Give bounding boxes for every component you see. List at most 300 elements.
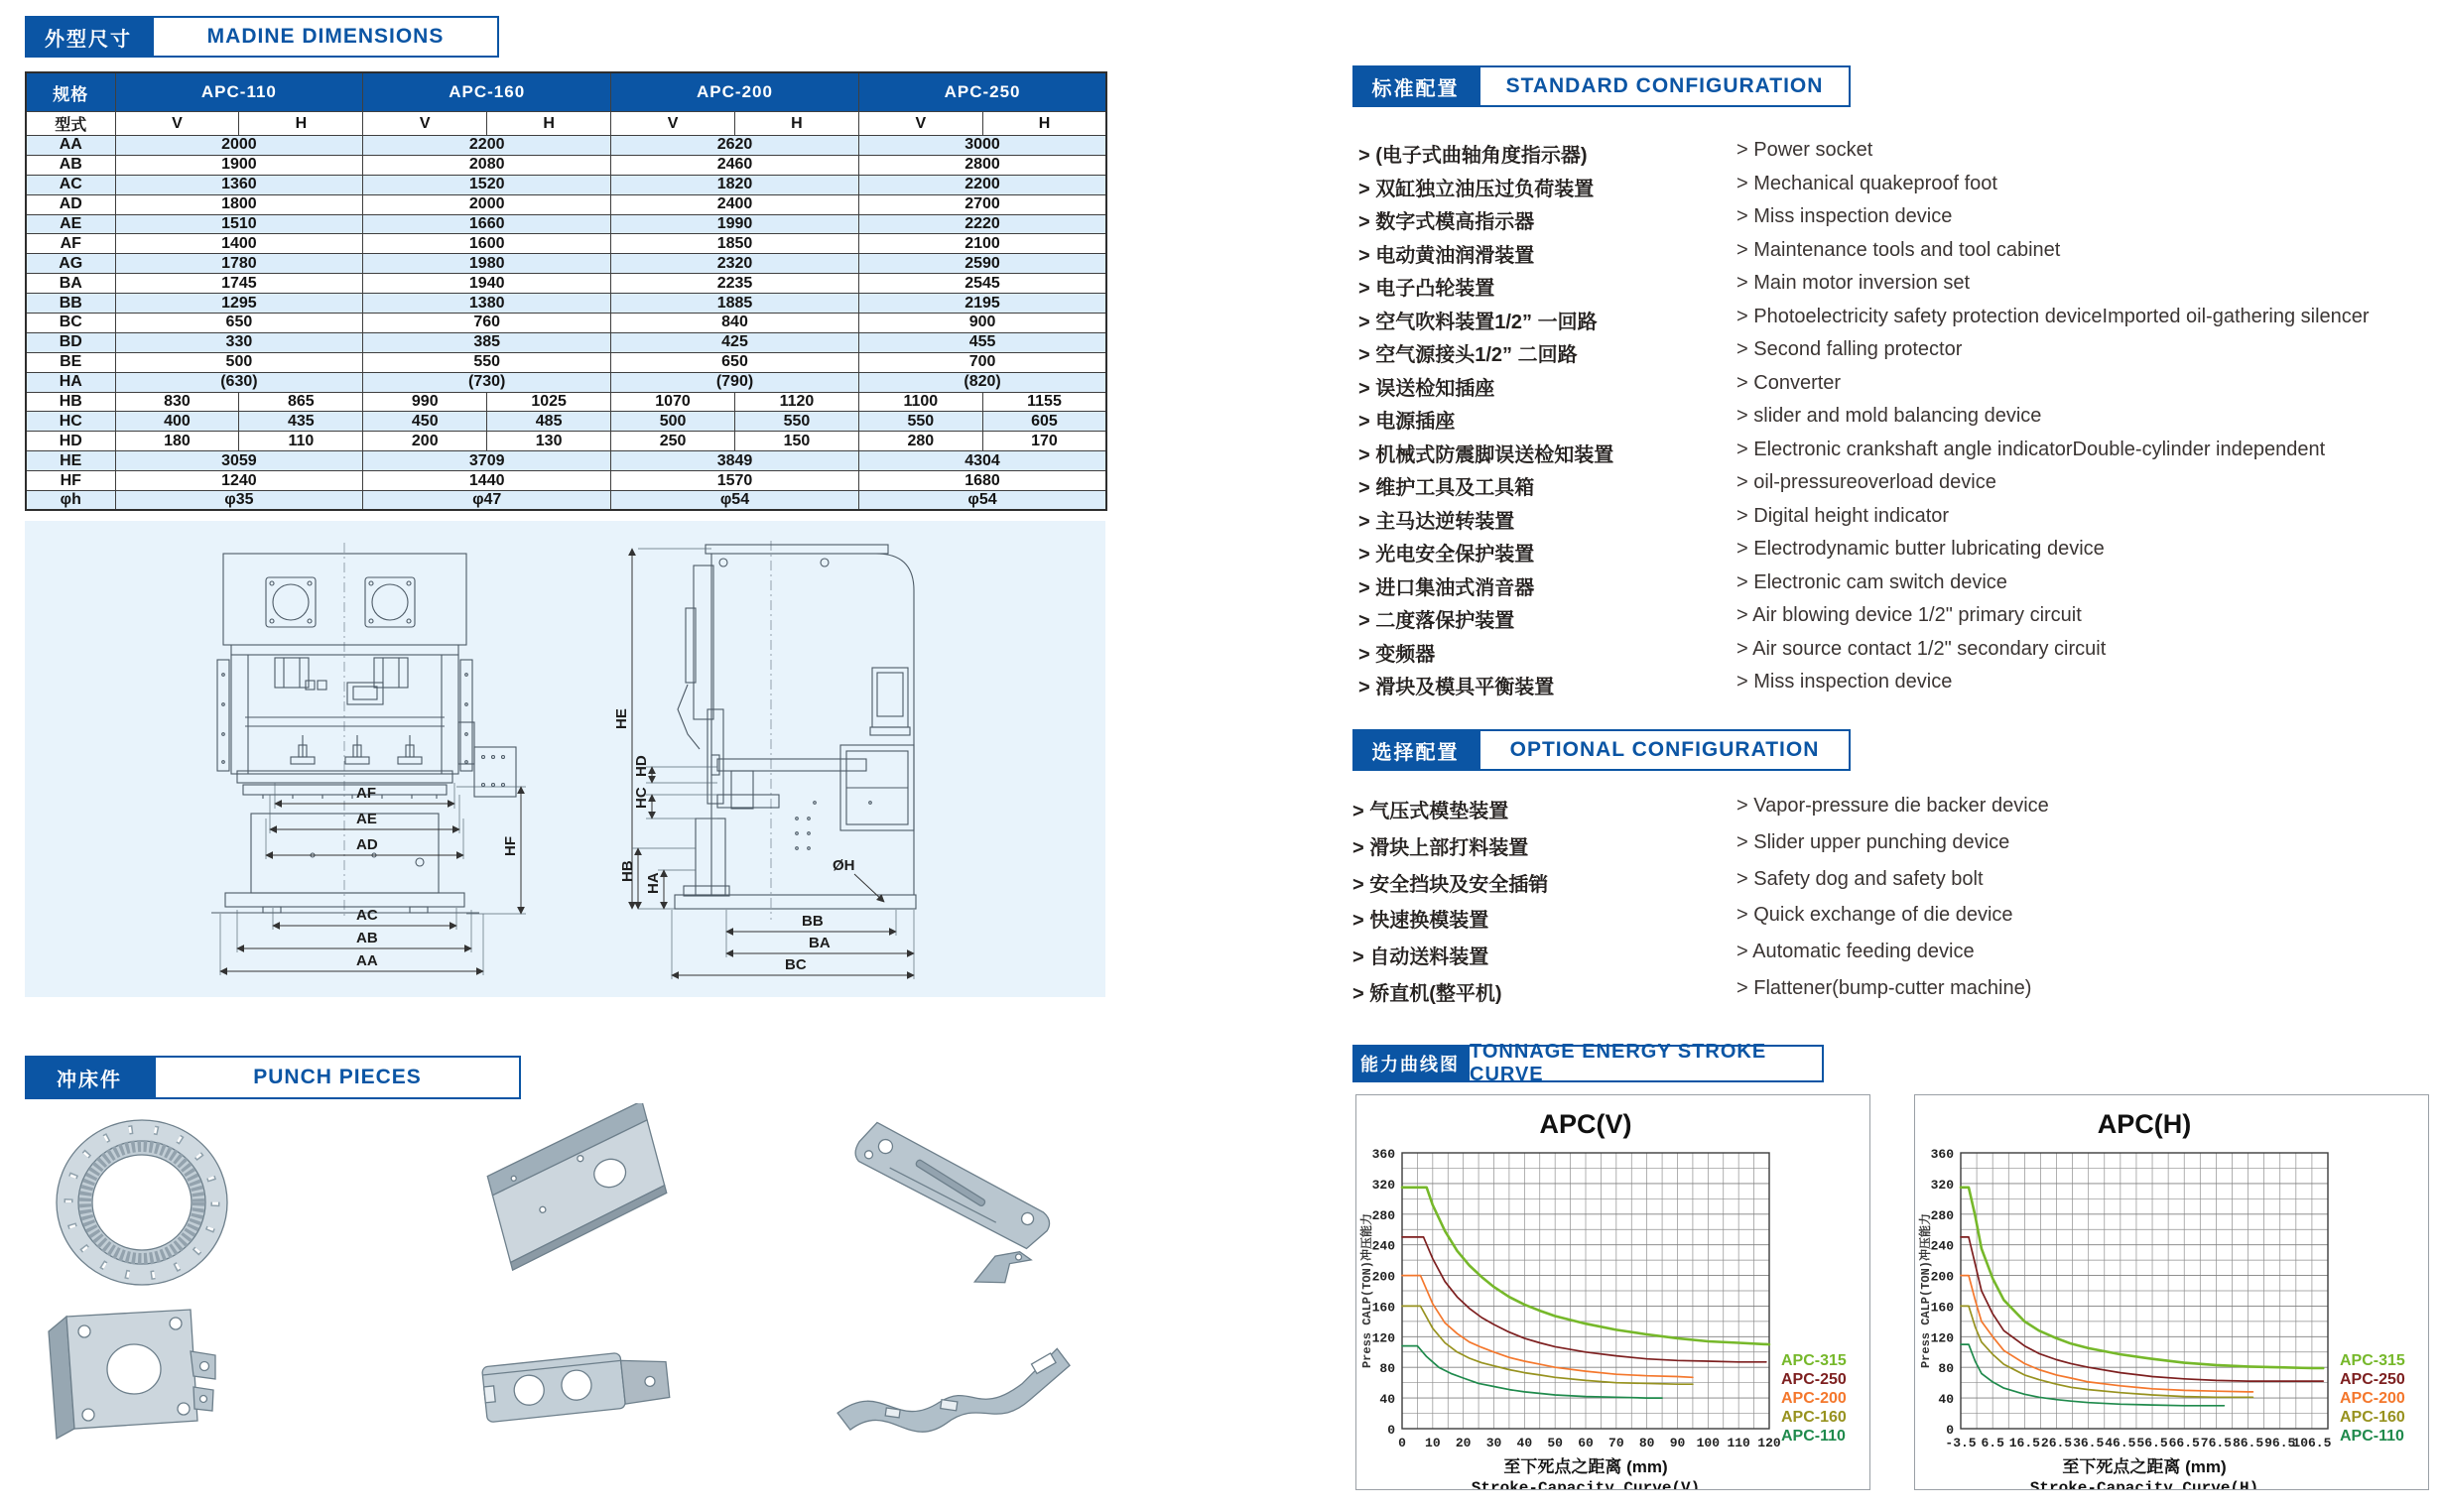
value-cell: 1745 bbox=[115, 274, 363, 294]
value-cell: 200 bbox=[363, 432, 487, 451]
config-item-cn: > 矫直机(整平机) bbox=[1352, 977, 1502, 1006]
value-cell: 990 bbox=[363, 392, 487, 412]
table-row bbox=[26, 471, 1106, 491]
svg-text:240: 240 bbox=[1371, 1238, 1395, 1254]
value-cell: 1800 bbox=[115, 194, 363, 214]
legend-APC-160: APC-160 bbox=[1781, 1409, 1847, 1426]
svg-text:0: 0 bbox=[1387, 1423, 1395, 1438]
x-axis-label-en: Stroke-Capacity Curve(H) bbox=[2029, 1479, 2259, 1489]
svg-text:20: 20 bbox=[1455, 1436, 1472, 1450]
model-header-cell: APC-160 bbox=[363, 72, 611, 112]
config-item-en: > Converter bbox=[1736, 372, 1841, 395]
value-cell: 2700 bbox=[858, 194, 1106, 214]
value-cell: (630) bbox=[115, 372, 363, 392]
press-drawings-svg bbox=[25, 521, 1105, 997]
optional-config-header bbox=[1352, 729, 1851, 771]
value-cell: φ35 bbox=[115, 491, 363, 511]
value-cell: 2320 bbox=[611, 254, 859, 274]
value-cell: 1850 bbox=[611, 234, 859, 254]
standard-config-list bbox=[1358, 139, 2442, 709]
svg-text:26.5: 26.5 bbox=[2040, 1436, 2073, 1450]
legend-APC-315: APC-315 bbox=[1781, 1352, 1847, 1369]
value-cell: φ54 bbox=[858, 491, 1106, 511]
legend-APC-160: APC-160 bbox=[2340, 1409, 2405, 1426]
config-item bbox=[1358, 139, 2442, 173]
value-cell: 485 bbox=[487, 412, 611, 432]
value-cell: 2100 bbox=[858, 234, 1106, 254]
x-axis-label-en: Stroke-Capacity Curve(V) bbox=[1471, 1479, 1701, 1489]
config-item-cn: > 机械式防震脚误送检知装置 bbox=[1358, 439, 1613, 467]
config-item bbox=[1358, 205, 2442, 239]
svg-text:120: 120 bbox=[1371, 1330, 1395, 1346]
value-cell: 550 bbox=[858, 412, 982, 432]
type-header-cell: 型式 bbox=[26, 112, 115, 136]
value-cell: 1025 bbox=[487, 392, 611, 412]
config-item-en: > Miss inspection device bbox=[1736, 205, 1952, 228]
tonnage-chart-h-panel bbox=[1914, 1094, 2429, 1490]
value-cell: 280 bbox=[858, 432, 982, 451]
front-view-drawing bbox=[211, 543, 526, 975]
value-cell: φ47 bbox=[363, 491, 611, 511]
config-item-cn: > 数字式模高指示器 bbox=[1358, 205, 1534, 234]
config-item-cn: > 二度落保护装置 bbox=[1358, 604, 1514, 633]
config-item-cn: > 安全挡块及安全插销 bbox=[1352, 868, 1548, 897]
config-item-cn: > (电子式曲轴角度指示器) bbox=[1358, 139, 1588, 168]
config-item-en: > Mechanical quakeproof foot bbox=[1736, 173, 1997, 195]
standard-config-header bbox=[1352, 65, 1851, 107]
config-item-en: > Vapor-pressure die backer device bbox=[1736, 795, 2049, 818]
value-cell: 840 bbox=[611, 314, 859, 333]
config-item-en: > Digital height indicator bbox=[1736, 505, 1949, 528]
svg-text:36.5: 36.5 bbox=[2073, 1436, 2105, 1450]
config-item bbox=[1358, 272, 2442, 306]
svg-text:110: 110 bbox=[1727, 1436, 1750, 1450]
row-label-cell: φh bbox=[26, 491, 115, 511]
value-cell: 500 bbox=[611, 412, 735, 432]
standard-config-title: STANDARD CONFIGURATION bbox=[1478, 65, 1851, 107]
tonnage-chart-v-panel bbox=[1355, 1094, 1870, 1490]
table-row bbox=[26, 372, 1106, 392]
vh-header-cell: H bbox=[734, 112, 858, 136]
dim-label-ha: HA bbox=[645, 872, 662, 894]
punch-tab-cn: 冲床件 bbox=[25, 1056, 154, 1099]
value-cell: 1070 bbox=[611, 392, 735, 412]
value-cell: 180 bbox=[115, 432, 239, 451]
dim-label-af: AF bbox=[356, 785, 376, 802]
table-row bbox=[26, 451, 1106, 471]
value-cell: 130 bbox=[487, 432, 611, 451]
config-item bbox=[1358, 338, 2442, 372]
value-cell: 1520 bbox=[363, 175, 611, 194]
svg-text:90: 90 bbox=[1669, 1436, 1686, 1450]
vh-header-cell: H bbox=[982, 112, 1106, 136]
curve-tab-cn: 能力曲线图 bbox=[1352, 1045, 1468, 1082]
config-item bbox=[1358, 405, 2442, 439]
table-row bbox=[26, 234, 1106, 254]
punch-section-header bbox=[25, 1056, 521, 1099]
tonnage-chart-h bbox=[1915, 1095, 2428, 1489]
dimensions-section-header bbox=[25, 16, 499, 58]
dim-label-hc: HC bbox=[633, 787, 650, 809]
row-label-cell: AD bbox=[26, 194, 115, 214]
punch-piece-flat-bracket bbox=[482, 1348, 671, 1423]
table-row bbox=[26, 136, 1106, 156]
dimensions-table bbox=[25, 71, 1107, 511]
svg-text:56.5: 56.5 bbox=[2136, 1436, 2168, 1450]
svg-text:120: 120 bbox=[1930, 1330, 1954, 1346]
svg-text:60: 60 bbox=[1578, 1436, 1594, 1450]
value-cell: 1155 bbox=[982, 392, 1106, 412]
value-cell: 1600 bbox=[363, 234, 611, 254]
legend-APC-110: APC-110 bbox=[1781, 1428, 1846, 1445]
config-item-cn: > 快速换模装置 bbox=[1352, 904, 1488, 933]
svg-text:80: 80 bbox=[1638, 1436, 1655, 1450]
value-cell: 1900 bbox=[115, 155, 363, 175]
value-cell: 1100 bbox=[858, 392, 982, 412]
y-axis-label: Press CALP(TON)冲压能力 bbox=[1919, 1212, 1933, 1369]
config-item bbox=[1358, 372, 2442, 406]
config-item bbox=[1358, 538, 2442, 571]
svg-text:240: 240 bbox=[1930, 1238, 1954, 1254]
table-row bbox=[26, 294, 1106, 314]
curve-APC-250 bbox=[1402, 1237, 1766, 1362]
value-cell: 450 bbox=[363, 412, 487, 432]
row-label-cell: HE bbox=[26, 451, 115, 471]
config-item bbox=[1358, 505, 2442, 539]
value-cell: φ54 bbox=[611, 491, 859, 511]
svg-text:70: 70 bbox=[1608, 1436, 1624, 1450]
vh-header-cell: H bbox=[487, 112, 611, 136]
model-header-cell: APC-250 bbox=[858, 72, 1106, 112]
value-cell: 900 bbox=[858, 314, 1106, 333]
value-cell: 760 bbox=[363, 314, 611, 333]
config-item-en: > Quick exchange of die device bbox=[1736, 904, 2013, 927]
chart-title: APC(H) bbox=[2097, 1109, 2192, 1139]
value-cell: 2000 bbox=[363, 194, 611, 214]
legend-APC-250: APC-250 bbox=[2340, 1371, 2405, 1388]
value-cell: 1780 bbox=[115, 254, 363, 274]
value-cell: 2620 bbox=[611, 136, 859, 156]
dim-label-bb: BB bbox=[802, 913, 824, 930]
value-cell: 1660 bbox=[363, 214, 611, 234]
optional-config-tab-cn: 选择配置 bbox=[1352, 729, 1478, 771]
value-cell: 4304 bbox=[858, 451, 1106, 471]
value-cell: 2235 bbox=[611, 274, 859, 294]
config-item-en: > slider and mold balancing device bbox=[1736, 405, 2041, 428]
value-cell: 1570 bbox=[611, 471, 859, 491]
row-label-cell: BD bbox=[26, 332, 115, 352]
dim-label-hd: HD bbox=[633, 755, 650, 777]
table-row bbox=[26, 314, 1106, 333]
svg-text:280: 280 bbox=[1371, 1207, 1395, 1223]
row-label-cell: BE bbox=[26, 352, 115, 372]
vh-header-cell: V bbox=[858, 112, 982, 136]
config-item-en: > Maintenance tools and tool cabinet bbox=[1736, 239, 2060, 262]
config-item-cn: > 空气吹料装置1/2” 一回路 bbox=[1358, 306, 1598, 334]
config-item-cn: > 主马达逆转装置 bbox=[1358, 505, 1514, 534]
config-item-cn: > 光电安全保护装置 bbox=[1358, 538, 1534, 567]
config-item bbox=[1352, 941, 2439, 977]
table-row bbox=[26, 254, 1106, 274]
config-item bbox=[1358, 439, 2442, 472]
svg-text:40: 40 bbox=[1938, 1392, 1954, 1408]
value-cell: 170 bbox=[982, 432, 1106, 451]
svg-text:80: 80 bbox=[1379, 1361, 1395, 1377]
svg-text:200: 200 bbox=[1371, 1269, 1395, 1285]
table-row bbox=[26, 155, 1106, 175]
value-cell: 500 bbox=[115, 352, 363, 372]
value-cell: 2800 bbox=[858, 155, 1106, 175]
config-item bbox=[1352, 831, 2439, 868]
svg-text:120: 120 bbox=[1757, 1436, 1781, 1450]
svg-text:76.5: 76.5 bbox=[2200, 1436, 2233, 1450]
config-item bbox=[1352, 868, 2439, 905]
curve-title: TONNAGE ENERGY STROKE CURVE bbox=[1468, 1045, 1824, 1082]
row-label-cell: HC bbox=[26, 412, 115, 432]
row-label-cell: BC bbox=[26, 314, 115, 333]
curve-APC-250 bbox=[1961, 1237, 2323, 1381]
table-row bbox=[26, 175, 1106, 194]
config-item bbox=[1352, 904, 2439, 941]
svg-text:160: 160 bbox=[1371, 1300, 1395, 1316]
value-cell: 650 bbox=[611, 352, 859, 372]
value-cell: 1380 bbox=[363, 294, 611, 314]
punch-pieces-gallery bbox=[25, 1103, 1105, 1490]
value-cell: 2200 bbox=[858, 175, 1106, 194]
config-item-en: > Power socket bbox=[1736, 139, 1872, 162]
config-item bbox=[1358, 471, 2442, 505]
value-cell: 2080 bbox=[363, 155, 611, 175]
punch-piece-plate bbox=[49, 1310, 215, 1439]
value-cell: 1980 bbox=[363, 254, 611, 274]
value-cell: 250 bbox=[611, 432, 735, 451]
value-cell: 1120 bbox=[734, 392, 858, 412]
value-cell: 1510 bbox=[115, 214, 363, 234]
svg-text:6.5: 6.5 bbox=[1981, 1436, 2004, 1450]
config-item-en: > Miss inspection device bbox=[1736, 671, 1952, 693]
value-cell: 385 bbox=[363, 332, 611, 352]
config-item-en: > oil-pressureoverload device bbox=[1736, 471, 1996, 494]
value-cell: 1820 bbox=[611, 175, 859, 194]
row-label-cell: BB bbox=[26, 294, 115, 314]
svg-text:160: 160 bbox=[1930, 1300, 1954, 1316]
svg-text:40: 40 bbox=[1379, 1392, 1395, 1408]
value-cell: 2000 bbox=[115, 136, 363, 156]
punch-piece-gear-ring bbox=[57, 1120, 227, 1285]
config-item bbox=[1358, 604, 2442, 638]
standard-config-tab-cn: 标准配置 bbox=[1352, 65, 1478, 107]
value-cell: 3059 bbox=[115, 451, 363, 471]
dim-label-he: HE bbox=[613, 708, 630, 729]
x-axis-label-cn: 至下死点之距离 (mm) bbox=[2062, 1457, 2227, 1476]
svg-text:30: 30 bbox=[1485, 1436, 1502, 1450]
value-cell: (820) bbox=[858, 372, 1106, 392]
svg-text:50: 50 bbox=[1547, 1436, 1563, 1450]
svg-text:66.5: 66.5 bbox=[2168, 1436, 2200, 1450]
config-item-en: > Safety dog and safety bolt bbox=[1736, 868, 1984, 891]
dim-label-ac: AC bbox=[356, 907, 378, 924]
model-header-cell: APC-110 bbox=[115, 72, 363, 112]
value-cell: 650 bbox=[115, 314, 363, 333]
curve-APC-110 bbox=[1402, 1346, 1662, 1399]
svg-text:360: 360 bbox=[1930, 1147, 1954, 1162]
legend-APC-200: APC-200 bbox=[2340, 1390, 2405, 1407]
row-label-cell: AA bbox=[26, 136, 115, 156]
value-cell: 830 bbox=[115, 392, 239, 412]
table-row bbox=[26, 332, 1106, 352]
dim-label-ab: AB bbox=[356, 930, 378, 946]
row-label-cell: HF bbox=[26, 471, 115, 491]
config-item-en: > Second falling protector bbox=[1736, 338, 1962, 361]
dim-label-ad: AD bbox=[356, 836, 378, 853]
value-cell: 1990 bbox=[611, 214, 859, 234]
value-cell: 550 bbox=[363, 352, 611, 372]
legend-APC-315: APC-315 bbox=[2340, 1352, 2405, 1369]
table-row bbox=[26, 432, 1106, 451]
row-label-cell: AF bbox=[26, 234, 115, 254]
model-header-cell: APC-200 bbox=[611, 72, 859, 112]
dim-label-ba: BA bbox=[809, 935, 831, 951]
svg-text:46.5: 46.5 bbox=[2105, 1436, 2136, 1450]
row-label-cell: AG bbox=[26, 254, 115, 274]
legend-APC-250: APC-250 bbox=[1781, 1371, 1847, 1388]
value-cell: 550 bbox=[734, 412, 858, 432]
config-item bbox=[1358, 173, 2442, 206]
table-row bbox=[26, 491, 1106, 511]
x-axis-label-cn: 至下死点之距离 (mm) bbox=[1503, 1457, 1668, 1476]
config-item-en: > Slider upper punching device bbox=[1736, 831, 2009, 854]
value-cell: 1885 bbox=[611, 294, 859, 314]
table-row bbox=[26, 392, 1106, 412]
dim-label-hf: HF bbox=[502, 836, 519, 856]
config-item-cn: > 滑块上部打料装置 bbox=[1352, 831, 1528, 860]
config-item-en: > Flattener(bump-cutter machine) bbox=[1736, 977, 2031, 1000]
row-label-cell: AB bbox=[26, 155, 115, 175]
row-label-cell: HA bbox=[26, 372, 115, 392]
value-cell: 2400 bbox=[611, 194, 859, 214]
vh-header-cell: V bbox=[363, 112, 487, 136]
svg-text:80: 80 bbox=[1938, 1361, 1954, 1377]
dim-label-aa: AA bbox=[356, 952, 378, 969]
config-item-cn: > 电动黄油润滑装置 bbox=[1358, 239, 1534, 268]
config-item-en: > Electronic crankshaft angle indicatorDouble-cylinder independent bbox=[1736, 439, 2325, 461]
chart-title: APC(V) bbox=[1539, 1109, 1632, 1139]
config-item bbox=[1352, 977, 2439, 1014]
config-item-cn: > 滑块及模具平衡装置 bbox=[1358, 671, 1554, 699]
tonnage-chart-v bbox=[1356, 1095, 1869, 1489]
value-cell: 2545 bbox=[858, 274, 1106, 294]
value-cell: 2460 bbox=[611, 155, 859, 175]
config-item-en: > Air blowing device 1/2" primary circuit bbox=[1736, 604, 2082, 627]
spec-header-cell: 规格 bbox=[26, 72, 115, 112]
technical-drawings bbox=[25, 521, 1105, 997]
config-item-cn: > 维护工具及工具箱 bbox=[1358, 471, 1534, 500]
config-item-cn: > 自动送料装置 bbox=[1352, 941, 1488, 969]
svg-text:100: 100 bbox=[1696, 1436, 1721, 1450]
dim-label-hb: HB bbox=[619, 860, 636, 882]
side-view-drawing bbox=[613, 541, 916, 979]
config-item-cn: > 气压式模垫装置 bbox=[1352, 795, 1508, 823]
config-item-cn: > 电子凸轮装置 bbox=[1358, 272, 1494, 301]
value-cell: 455 bbox=[858, 332, 1106, 352]
config-item-cn: > 空气源接头1/2” 二回路 bbox=[1358, 338, 1578, 367]
svg-text:10: 10 bbox=[1425, 1436, 1441, 1450]
dimensions-tab-cn: 外型尺寸 bbox=[25, 16, 152, 58]
config-item-cn: > 进口集油式消音器 bbox=[1358, 571, 1534, 600]
vh-header-cell: V bbox=[115, 112, 239, 136]
value-cell: (730) bbox=[363, 372, 611, 392]
table-row bbox=[26, 194, 1106, 214]
value-cell: 1295 bbox=[115, 294, 363, 314]
value-cell: 3709 bbox=[363, 451, 611, 471]
value-cell: 150 bbox=[734, 432, 858, 451]
row-label-cell: HD bbox=[26, 432, 115, 451]
value-cell: 435 bbox=[239, 412, 363, 432]
value-cell: 330 bbox=[115, 332, 363, 352]
config-item-cn: > 变频器 bbox=[1358, 638, 1435, 667]
value-cell: (790) bbox=[611, 372, 859, 392]
svg-text:16.5: 16.5 bbox=[2008, 1436, 2040, 1450]
dim-label-oh: ØH bbox=[833, 857, 855, 874]
row-label-cell: AC bbox=[26, 175, 115, 194]
curve-APC-200 bbox=[1961, 1276, 2252, 1392]
legend-APC-110: APC-110 bbox=[2340, 1428, 2404, 1445]
value-cell: 1440 bbox=[363, 471, 611, 491]
dim-label-bc: BC bbox=[785, 956, 807, 973]
config-item bbox=[1352, 795, 2439, 831]
svg-text:106.5: 106.5 bbox=[2292, 1436, 2332, 1450]
svg-text:86.5: 86.5 bbox=[2232, 1436, 2264, 1450]
value-cell: 2195 bbox=[858, 294, 1106, 314]
config-item-cn: > 电源插座 bbox=[1358, 405, 1455, 434]
svg-text:96.5: 96.5 bbox=[2264, 1436, 2296, 1450]
value-cell: 1240 bbox=[115, 471, 363, 491]
value-cell: 425 bbox=[611, 332, 859, 352]
config-item bbox=[1358, 571, 2442, 605]
svg-text:320: 320 bbox=[1930, 1177, 1954, 1193]
value-cell: 400 bbox=[115, 412, 239, 432]
punch-piece-strap bbox=[850, 1110, 1055, 1288]
value-cell: 865 bbox=[239, 392, 363, 412]
curve-section-header bbox=[1352, 1041, 1824, 1085]
svg-text:320: 320 bbox=[1371, 1177, 1395, 1193]
config-item-cn: > 双缸独立油压过负荷装置 bbox=[1358, 173, 1594, 201]
table-row bbox=[26, 412, 1106, 432]
config-item-cn: > 误送检知插座 bbox=[1358, 372, 1494, 401]
value-cell: 1940 bbox=[363, 274, 611, 294]
config-item-en: > Electronic cam switch device bbox=[1736, 571, 2007, 594]
table-row bbox=[26, 352, 1106, 372]
table-row bbox=[26, 214, 1106, 234]
punch-title: PUNCH PIECES bbox=[154, 1056, 521, 1099]
value-cell: 1400 bbox=[115, 234, 363, 254]
value-cell: 2590 bbox=[858, 254, 1106, 274]
value-cell: 2220 bbox=[858, 214, 1106, 234]
vh-header-cell: V bbox=[611, 112, 735, 136]
value-cell: 2200 bbox=[363, 136, 611, 156]
punch-piece-l-bracket bbox=[479, 1103, 676, 1270]
svg-text:40: 40 bbox=[1516, 1436, 1533, 1450]
config-item-en: > Automatic feeding device bbox=[1736, 941, 1975, 963]
config-item bbox=[1358, 671, 2442, 704]
row-label-cell: HB bbox=[26, 392, 115, 412]
svg-text:200: 200 bbox=[1930, 1269, 1954, 1285]
value-cell: 3849 bbox=[611, 451, 859, 471]
svg-text:280: 280 bbox=[1930, 1207, 1954, 1223]
dimensions-title: MADINE DIMENSIONS bbox=[152, 16, 499, 58]
row-label-cell: AE bbox=[26, 214, 115, 234]
config-item bbox=[1358, 306, 2442, 339]
